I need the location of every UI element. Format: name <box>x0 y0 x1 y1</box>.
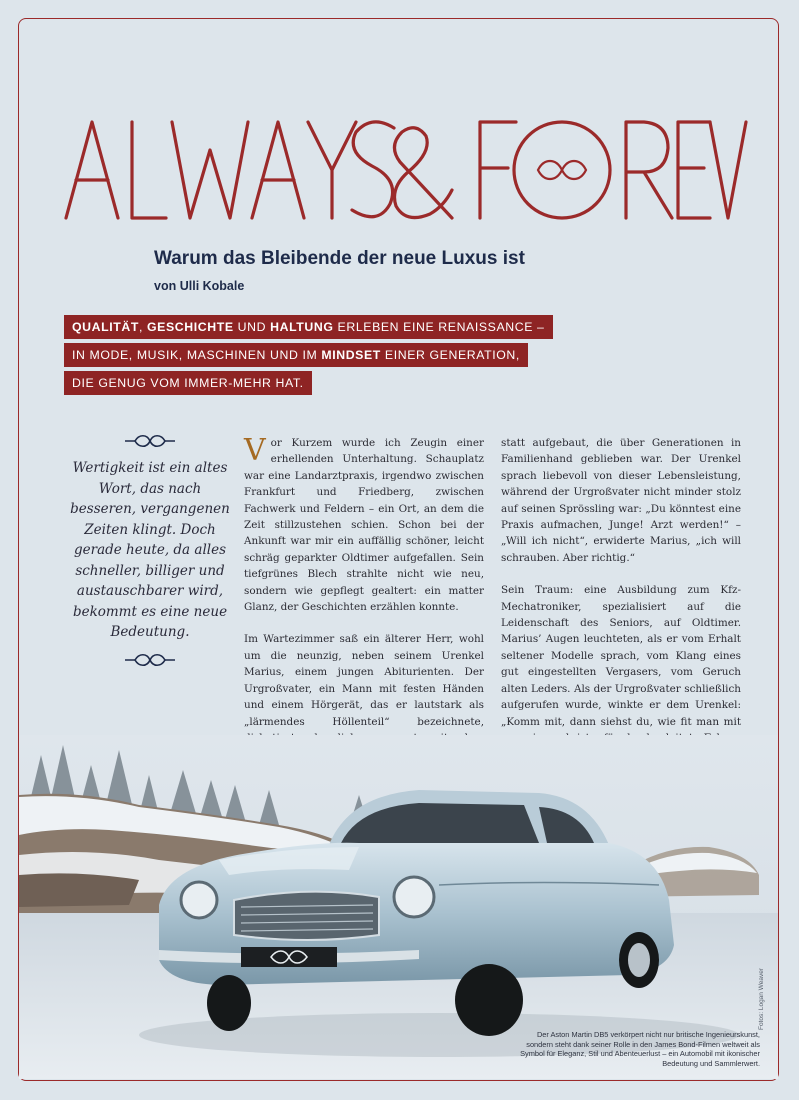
infinity-ornament-icon <box>121 651 179 669</box>
lead-text: UND <box>233 320 271 334</box>
lead-emphasis: QUALITÄT <box>72 320 139 334</box>
body-paragraph-continued: statt aufgebaut, die über Generationen in Familienhand geblieben war. Der Urenkel sprach liebevoll von dieser Lebensleistung, während der Urgroßvater nicht minder stolz auf seinen Sprössling war: „Du könntest eine Praxis aufmachen, Junge! Arzt werden!“ – „Will ich nicht“, erwiderte Marius, „ich will schrauben. Aber richtig.“ <box>501 437 741 564</box>
body-paragraph: Sein Traum: eine Ausbildung zum Kfz-Mechatroniker, spezialisiert auf die Leidenschaft des Seniors, auf Oldtimer. Marius’ Augen leuchteten, als er vom Erhalt seltener Modelle sprach, vom Klang eines gut eingestellten Vergasers, vom Geruch alten Leders. Als der Urgroßvater schließlich aufgerufen wurde, winkte er dem Urenkel: „Komm mit, dann siehst du, wie fit man mit <box>501 584 741 728</box>
byline-prefix: von <box>154 279 177 293</box>
lead-text: , <box>138 320 148 334</box>
lead-emphasis: MINDSET <box>321 348 381 362</box>
lead-text: IN MODE, MUSIK, MASCHINEN UND IM <box>72 348 322 362</box>
drop-cap: V <box>244 433 266 468</box>
lead-text: EINER GENERATION, <box>380 348 520 362</box>
headline <box>60 110 750 230</box>
headline-lettering <box>60 110 750 230</box>
body-paragraph: Im Wartezimmer saß ein älterer Herr, wohl um die neunzig, neben seinem Urenkel Marius, einem jungen Abiturienten. Der Urgroßvater, ein Mann mit festen Händen und einem Hörgerät, das er lautstark als „lärmendes Höllenteil“ bezeichnete, <box>244 633 484 728</box>
car-in-snow-photo <box>19 735 778 1079</box>
lead-line-1 <box>64 315 553 339</box>
lead-line-2 <box>64 343 528 367</box>
photo-caption: Der Aston Martin DB5 verkörpert nicht nur britische Ingenieurskunst, sondern steht dank seiner Rolle in den James Bond-Filmen weltweit als Symbol für Eleganz, Stil und Abenteuerlust – ein Automobil mit ikonischer Bedeutung und Sammlerwert. <box>520 1030 760 1068</box>
article-subtitle: Warum das Bleibende der neue Luxus ist <box>154 248 525 269</box>
pull-quote: Wertigkeit ist ein altes Wort, das nach besseren, vergangenen Zeiten klingt. Doch gerade heute, da alles schneller, billiger und austauschbarer wird, bekommt es eine neue Bedeutung. <box>70 460 230 640</box>
lead-emphasis: HALTUNG <box>270 320 334 334</box>
lead-line-3 <box>64 371 312 395</box>
photo-illustration <box>19 735 778 1079</box>
lead-emphasis: GESCHICHTE <box>147 320 234 334</box>
infinity-ornament-icon <box>121 432 179 450</box>
photo-credit: Fotos: Logan Weaver <box>758 968 765 1031</box>
body-paragraph: Vor Kurzem wurde ich Zeugin einer erhellenden Unterhaltung. Schauplatz war eine Landarztpraxis, irgendwo zwischen Frankfurt und Friedberg, zwischen Fachwerk und Feldern – ein Ort, an dem die Zeit stillzustehen schien. Schon bei der Ankunft war mir ein auffällig schöner, leicht schräg geparkter Oldtimer aufgefallen. Sein tiefgrünes Blech strahlte nicht wie neu, sondern wie gepflegt gealtert: ein matter Glanz, der Geschichten erzählen konnte. <box>244 433 484 614</box>
pull-quote-box <box>66 432 234 669</box>
lead-text: ERLEBEN EINE RENAISSANCE – <box>333 320 545 334</box>
byline <box>154 279 244 293</box>
lead-text: DIE GENUG VOM IMMER-MEHR HAT. <box>72 376 304 390</box>
byline-author: Ulli Kobale <box>179 279 245 293</box>
